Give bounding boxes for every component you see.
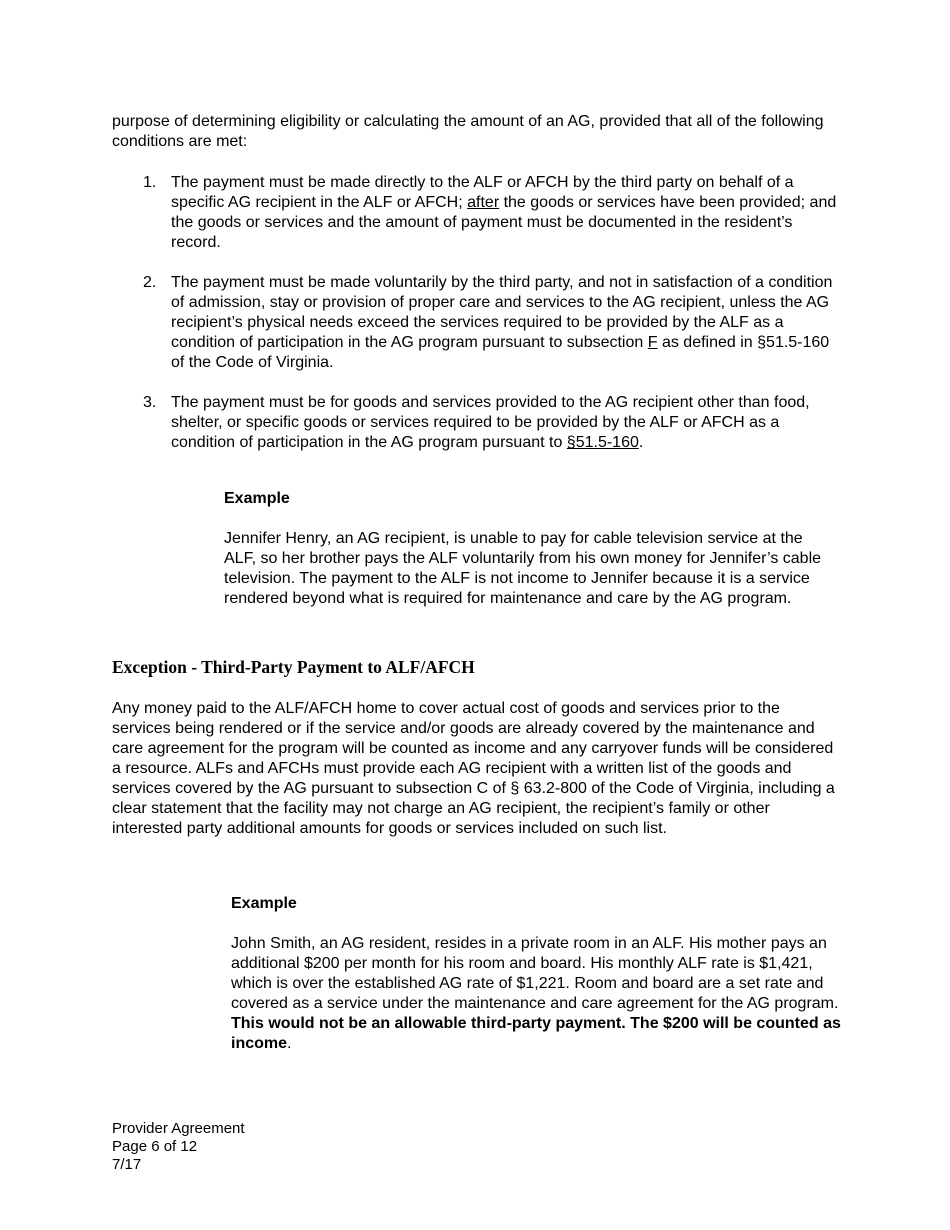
example-text-plain: John Smith, an AG resident, resides in a private room in an ALF. His mother pays an additional $200 per month for his room and board. His monthly ALF rate is $1,421, which is over the established AG rate of $1,221. Room and board are a set rate and covered as a service under the maintenance and care agreement for the AG program. bbox=[231, 935, 839, 1012]
intro-paragraph: purpose of determining eligibility or calculating the amount of an AG, provided that all of the following conditions are met: bbox=[112, 113, 824, 150]
condition-item-3 bbox=[143, 393, 843, 453]
condition-underlined-text: §51.5-160 bbox=[566, 434, 639, 451]
example-text-bold: This would not be an allowable third-party payment. The $200 will be counted as income bbox=[231, 1015, 841, 1052]
example-text-end: . bbox=[287, 1035, 292, 1052]
condition-item-2 bbox=[143, 273, 843, 373]
condition-text: The payment must be made directly to the ALF or AFCH by the third party on behalf of a specific AG recipient in the ALF or AFCH; bbox=[171, 174, 794, 211]
condition-text: the goods or services have been provided; and the goods or services and the amount of payment must be documented in the resident’s record. bbox=[171, 194, 837, 251]
footer-date: 7/17 bbox=[112, 1156, 142, 1173]
conditions-list bbox=[143, 173, 843, 473]
example-text: Jennifer Henry, an AG recipient, is unable to pay for cable television service at the ALF, so her brother pays the ALF voluntarily from his own money for Jennifer’s cable television. The payment to the ALF is not income to Jennifer because it is a service rendered beyond what is required for maintenance and care by the AG program. bbox=[224, 530, 822, 607]
condition-item-1 bbox=[143, 173, 843, 253]
example-block-2 bbox=[231, 894, 843, 1054]
condition-text: The payment must be for goods and services provided to the AG recipient other than food, shelter, or specific goods or services required to be provided by the ALF or AFCH as a condition of participation in the AG program pursuant to bbox=[171, 394, 810, 451]
example-heading: Example bbox=[224, 490, 290, 507]
condition-underlined-text: after bbox=[467, 194, 500, 211]
footer-title: Provider Agreement bbox=[112, 1120, 245, 1137]
example-block-1 bbox=[224, 489, 824, 609]
page-footer bbox=[112, 1120, 245, 1174]
footer-page-number: Page 6 of 12 bbox=[112, 1138, 198, 1155]
condition-text: . bbox=[638, 434, 644, 451]
example-heading: Example bbox=[231, 895, 297, 912]
exception-paragraph: Any money paid to the ALF/AFCH home to cover actual cost of goods and services prior to the services being rendered or if the service and/or goods are already covered by the maintenance and care agreement for the program will be counted as income and any carryover funds will be considered a resource. ALFs and AFCHs must provide each AG recipient with a written list of the goods and services covered by the AG pursuant to subsection C of § 63.2-800 of the Code of Virginia, including a clear statement that the facility may not charge an AG recipient, the recipient’s family or other interested party additional amounts for goods or services included on such list. bbox=[112, 700, 835, 837]
example-text bbox=[231, 934, 843, 1054]
condition-text: of the Code of Virginia. bbox=[171, 354, 334, 371]
condition-text: The payment must be made voluntarily by the third party, and not in satisfaction of a condition of admission, stay or provision of proper care and services to the AG recipient, unless the AG recipient’s physical needs exceed the services required to be provided by the ALF as a condition of participation in the AG program pursuant to subsection bbox=[171, 274, 833, 351]
condition-number: 3. bbox=[143, 394, 157, 411]
condition-text: as defined in §51.5-160 bbox=[657, 334, 830, 351]
condition-underlined-text: F bbox=[647, 334, 658, 351]
condition-number: 1. bbox=[143, 174, 157, 191]
condition-number: 2. bbox=[143, 274, 157, 291]
exception-heading: Exception - Third-Party Payment to ALF/AFCH bbox=[112, 657, 475, 677]
